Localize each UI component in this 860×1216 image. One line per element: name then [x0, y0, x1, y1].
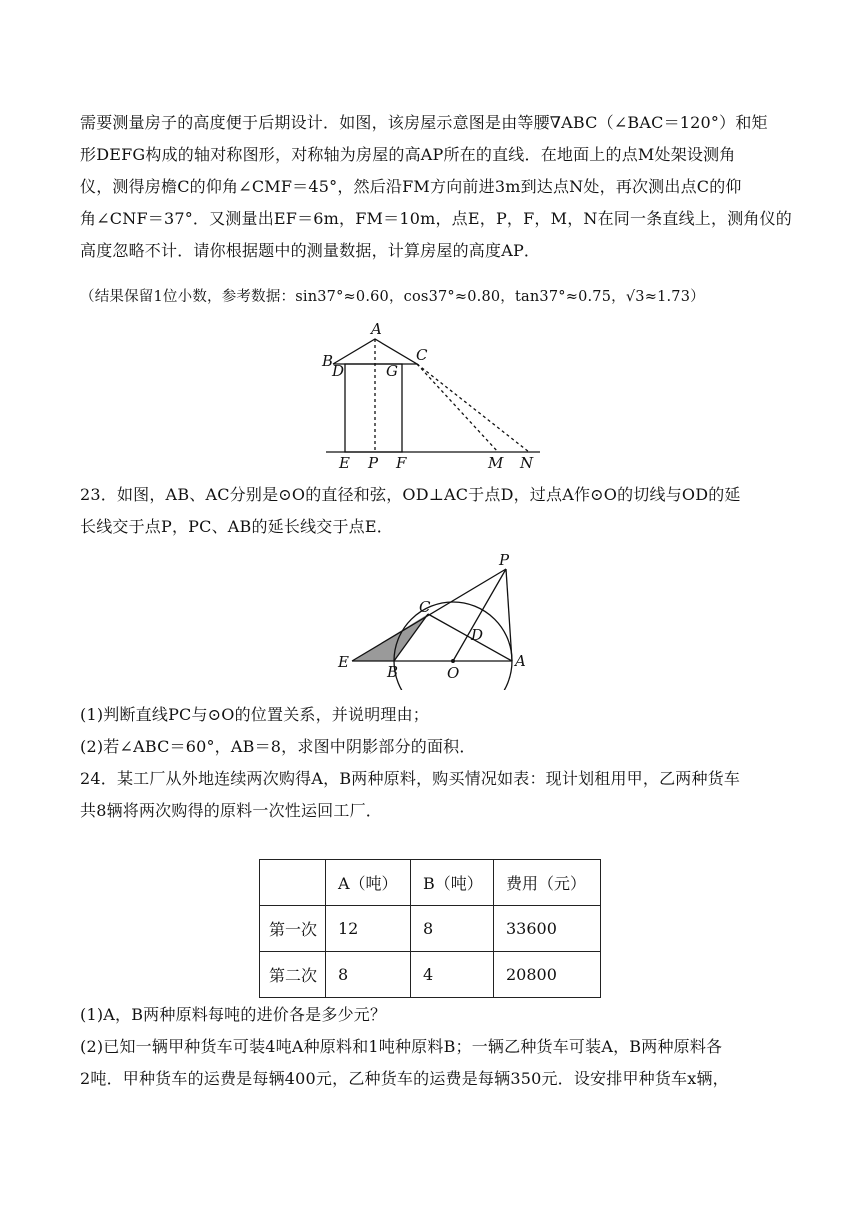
label-f: F [396, 454, 407, 472]
p23-q1: (1)判断直线PC与⊙O的位置关系，并说明理由； [80, 705, 429, 724]
table-header-row [260, 860, 601, 906]
p22-note: （结果保留1位小数，参考数据：sin37°≈0.60，cos37°≈0.80，tan37°≈0.75，√3≈1.73） [80, 289, 705, 305]
label-b: B [387, 663, 399, 681]
p24-q2-line-1: (2)已知一辆甲种货车可装4吨A种原料和1吨种原料B；一辆乙种货车可装A，B两种原料各 [80, 1037, 723, 1056]
label-a: A [515, 652, 526, 670]
label-e: E [338, 653, 349, 671]
label-o: O [447, 664, 460, 682]
tangent-pa [506, 569, 512, 661]
p22-line-3: 仪，测得房檐C的仰角∠CMF＝45°，然后沿FM方向前进3m到达点N处，再次测出点C的仰 [80, 177, 742, 196]
chord-ac [428, 614, 512, 661]
center-dot [451, 659, 455, 663]
label-e: E [339, 454, 350, 472]
label-c: C [416, 346, 428, 364]
p22-line-4: 角∠CNF＝37°．又测量出EF＝6m，FM＝10m，点E，P，F，M，N在同一条直线上，测角仪的 [80, 209, 792, 228]
table-cell: 20800 [494, 952, 601, 998]
p22-line-1: 需要测量房子的高度便于后期设计．如图，该房屋示意图是由等腰∇ABC（∠BAC＝120°）和矩 [80, 113, 768, 132]
label-d: D [471, 626, 484, 644]
label-d: D [332, 362, 345, 380]
label-c: C [419, 598, 431, 616]
p24-line-1: 24．某工厂从外地连续两次购得A，B两种原料，购买情况如表：现计划租用甲，乙两种货车 [80, 769, 741, 788]
p24-q2-line-2: 2吨．甲种货车的运费是每辆400元，乙种货车的运费是每辆350元．设安排甲种货车x辆， [80, 1069, 729, 1088]
table-header-cell: 费用（元） [494, 860, 601, 906]
label-n: N [520, 454, 534, 472]
p23-line-1: 23．如图，AB、AC分别是⊙O的直径和弦，OD⊥AC于点D，过点A作⊙O的切线与OD的延 [80, 485, 741, 504]
label-a: A [371, 320, 382, 338]
p24-q1: (1)A，B两种原料每吨的进价各是多少元？ [80, 1005, 387, 1024]
table-header-cell [260, 860, 326, 906]
table-cell: 33600 [494, 906, 601, 952]
table-row [260, 906, 601, 952]
house-figure [318, 318, 550, 474]
circle-figure [335, 550, 535, 690]
sight-line-cm [417, 364, 498, 452]
table-cell: 8 [326, 952, 411, 998]
p23-q2: (2)若∠ABC＝60°，AB＝8，求图中阴影部分的面积． [80, 737, 476, 756]
table-header-cell: A（吨） [326, 860, 411, 906]
label-b: B [322, 352, 334, 370]
p24-line-2: 共8辆将两次购得的原料一次性运回工厂． [80, 801, 382, 820]
table-cell: 4 [411, 952, 494, 998]
table-cell: 第二次 [260, 952, 326, 998]
purchase-table [259, 859, 601, 998]
p23-line-2: 长线交于点P，PC、AB的延长线交于点E． [80, 517, 393, 536]
table-cell: 12 [326, 906, 411, 952]
p22-line-5: 高度忽略不计．请你根据题中的测量数据，计算房屋的高度AP． [80, 241, 541, 260]
label-p: P [368, 454, 379, 472]
label-m: M [488, 454, 504, 472]
table-row [260, 952, 601, 998]
table-cell: 第一次 [260, 906, 326, 952]
p22-line-2: 形DEFG构成的轴对称图形，对称轴为房屋的高AP所在的直线．在地面上的点M处架设测角 [80, 145, 736, 164]
sight-line-cn [417, 364, 529, 452]
label-p: P [499, 551, 510, 569]
table-header-cell: B（吨） [411, 860, 494, 906]
label-g: G [386, 362, 398, 380]
table-cell: 8 [411, 906, 494, 952]
line-op [453, 569, 506, 661]
